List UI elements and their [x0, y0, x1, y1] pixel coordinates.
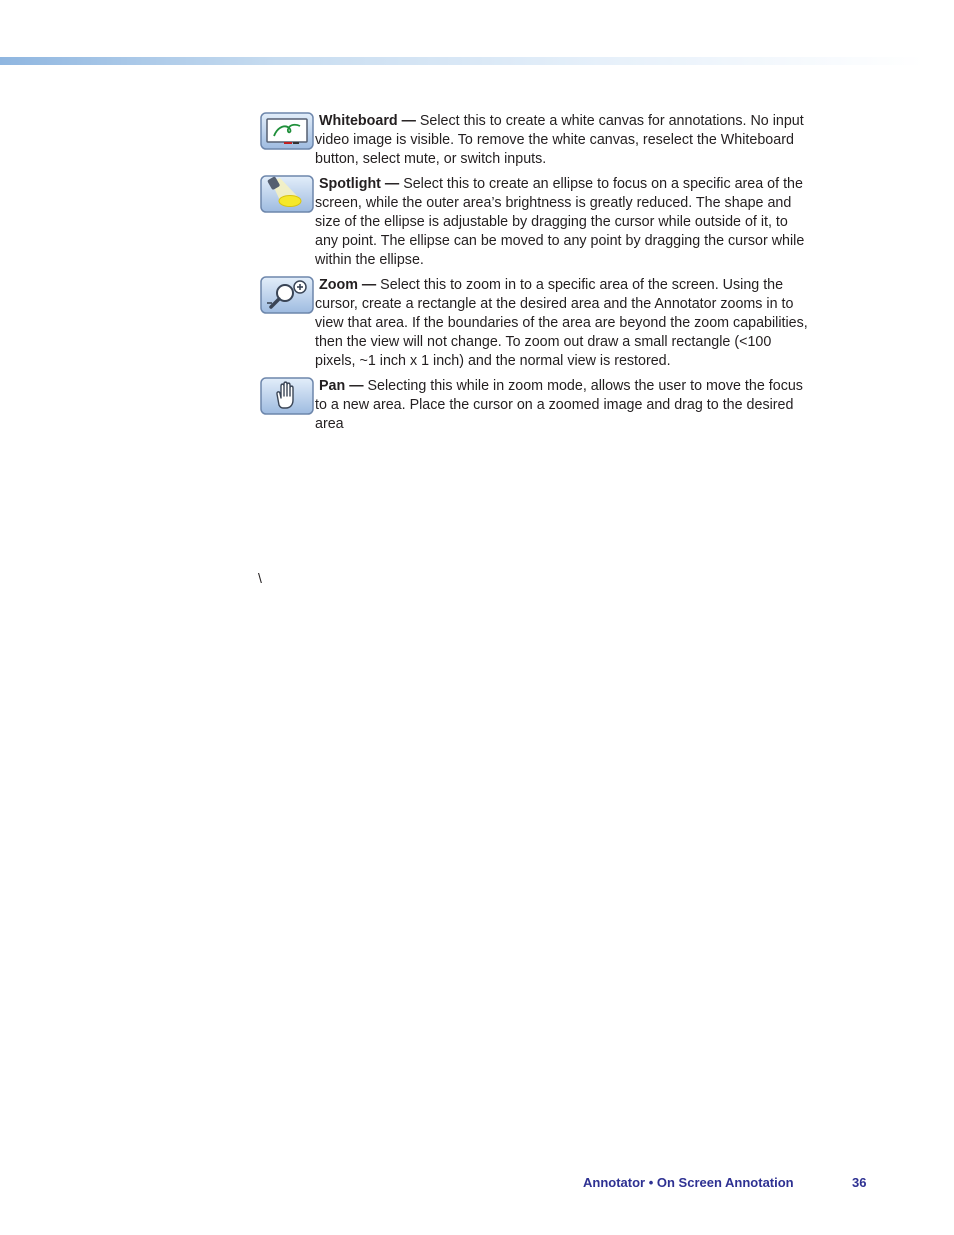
pan-term: Pan — [319, 378, 364, 394]
zoom-term: Zoom — [319, 277, 377, 293]
footer-page-number: 36 [852, 1175, 867, 1190]
footer-title: Annotator • On Screen Annotation [583, 1175, 794, 1190]
zoom-icon [260, 276, 314, 314]
whiteboard-description [315, 112, 812, 169]
pan-description [315, 377, 812, 434]
spotlight-icon [260, 175, 314, 213]
spotlight-term: Spotlight — [319, 176, 400, 192]
pan-hand-icon [260, 377, 314, 415]
spotlight-description [315, 175, 812, 270]
zoom-description [315, 276, 812, 371]
whiteboard-desc-text: Select this to create a white canvas for annotations. No input video image is visible. To remove the white canvas, reselect the Whiteboard button, select mute, or switch inputs. [315, 113, 804, 167]
whiteboard-term: Whiteboard — [319, 113, 416, 129]
header-gradient-bar [0, 57, 924, 65]
spotlight-desc-text: Select this to create an ellipse to focus on a specific area of the screen, while the outer area’s brightness is greatly reduced. The shape and size of the ellipse is adjustable by dragging the cursor while outside of it, to any point. The ellipse can be moved to any point by dragging the cursor while within the ellipse. [315, 176, 805, 268]
stray-backslash: \ [258, 570, 262, 586]
zoom-desc-text: Select this to zoom in to a specific area of the screen. Using the cursor, create a rectangle at the desired area and the Annotator zooms in to view that area. If the boundaries of the area are beyond the zoom capabilities, then the view will not change. To zoom out draw a small rectangle (<100 pixels, ~1 inch x 1 inch) and the normal view is restored. [315, 277, 808, 369]
pan-desc-text: Selecting this while in zoom mode, allows the user to move the focus to a new area. Place the cursor on a zoomed image and drag to the desired area [315, 378, 803, 432]
whiteboard-icon [260, 112, 314, 150]
